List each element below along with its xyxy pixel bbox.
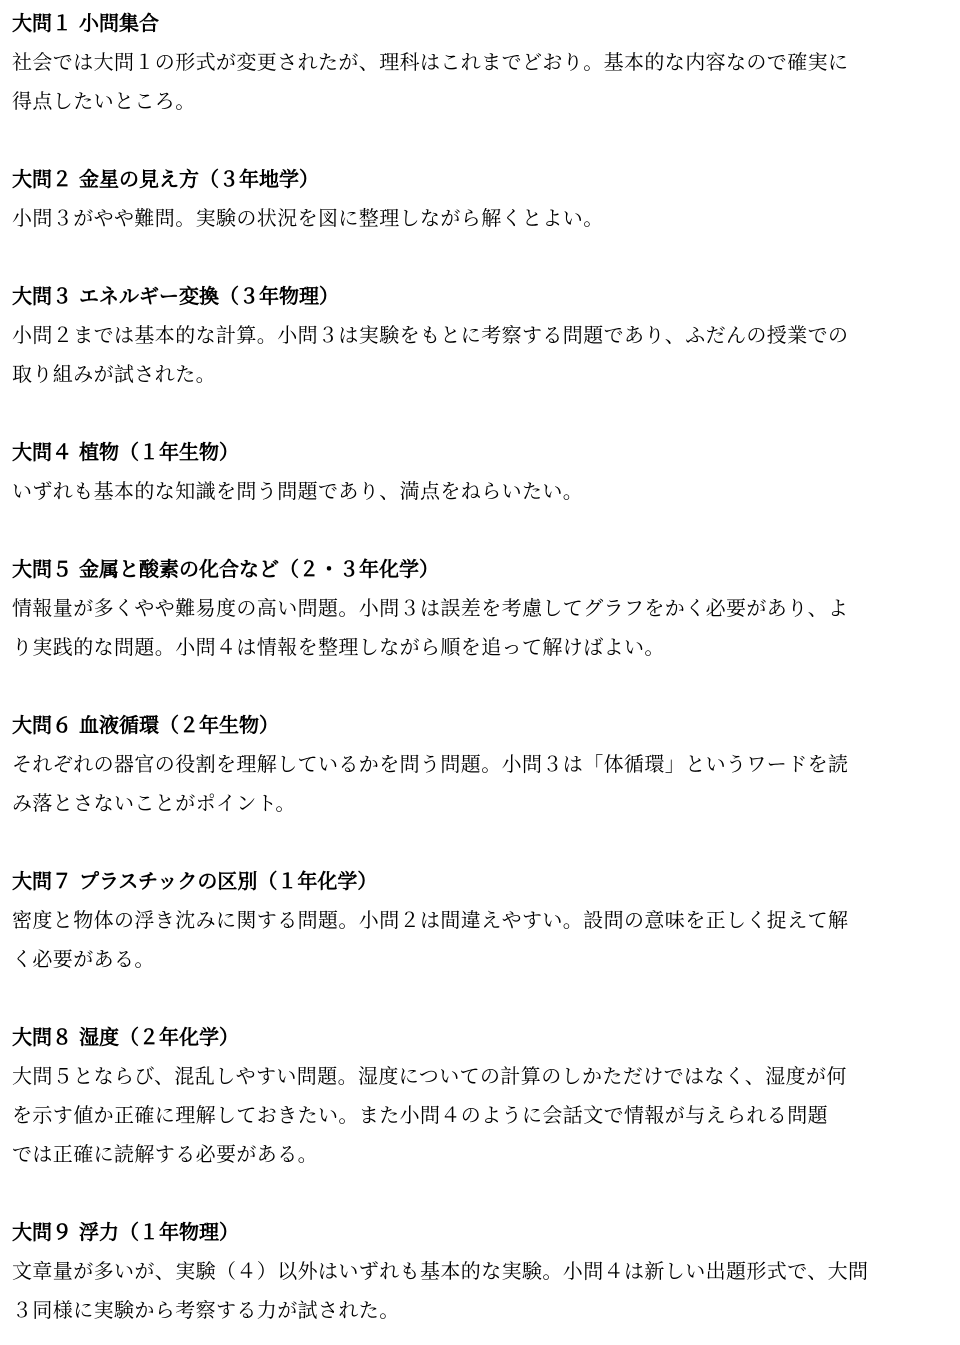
section-body (12, 472, 948, 511)
section-heading: 大問２ 金星の見え方（３年地学） (12, 167, 319, 191)
body-line: 小問２までは基本的な計算。小問３は実験をもとに考察する問題であり、ふだんの授業での (12, 323, 849, 347)
section-body (12, 901, 948, 979)
section-heading: 大問８ 湿度（２年化学） (12, 1025, 239, 1049)
body-line: いずれも基本的な知識を問う問題であり、満点をねらいたい。 (12, 479, 584, 503)
body-line: 小問３がやや難問。実験の状況を図に整理しながら解くとよい。 (12, 206, 604, 230)
section-9 (12, 1213, 948, 1330)
section-body (12, 199, 948, 238)
section-body (12, 745, 948, 823)
section-7 (12, 862, 948, 1018)
section-1 (12, 4, 948, 160)
section-body (12, 589, 948, 667)
body-line: み落とさないことがポイント。 (12, 791, 296, 815)
body-line: 得点したいところ。 (12, 89, 196, 113)
body-line: を示す値か正確に理解しておきたい。また小問４のように会話文で情報が与えられる問題 (12, 1103, 828, 1127)
section-body (12, 1057, 948, 1174)
section-body (12, 1252, 948, 1330)
section-heading: 大問５ 金属と酸素の化合など（２・３年化学） (12, 557, 439, 581)
document-body (12, 4, 948, 1330)
section-body (12, 316, 948, 394)
section-4 (12, 433, 948, 550)
body-line: では正確に読解する必要がある。 (12, 1142, 318, 1166)
body-line: ３同様に実験から考察する力が試された。 (12, 1298, 400, 1322)
section-3 (12, 277, 948, 433)
body-line: 大問５とならび、混乱しやすい問題。湿度についての計算のしかただけではなく、湿度が何 (12, 1064, 847, 1088)
body-line: 社会では大問１の形式が変更されたが、理科はこれまでどおり。基本的な内容なので確実に (12, 50, 849, 74)
body-line: それぞれの器官の役割を理解しているかを問う問題。小問３は「体循環」というワードを読 (12, 752, 849, 776)
section-heading: 大問６ 血液循環（２年生物） (12, 713, 279, 737)
section-body (12, 43, 948, 121)
body-line: 文章量が多いが、実験（４）以外はいずれも基本的な実験。小問４は新しい出題形式で、大問 (12, 1259, 869, 1283)
body-line: 密度と物体の浮き沈みに関する問題。小問２は間違えやすい。設問の意味を正しく捉えて解 (12, 908, 849, 932)
section-heading: 大問９ 浮力（１年物理） (12, 1220, 239, 1244)
body-line: 取り組みが試された。 (12, 362, 216, 386)
section-2 (12, 160, 948, 277)
body-line: 情報量が多くやや難易度の高い問題。小問３は誤差を考慮してグラフをかく必要があり、よ (12, 596, 849, 620)
section-heading: 大問７ プラスチックの区別（１年化学） (12, 869, 378, 893)
section-5 (12, 550, 948, 706)
body-line: く必要がある。 (12, 947, 155, 971)
section-8 (12, 1018, 948, 1213)
section-6 (12, 706, 948, 862)
section-heading: 大問３ エネルギー変換（３年物理） (12, 284, 339, 308)
body-line: り実践的な問題。小問４は情報を整理しながら順を追って解けばよい。 (12, 635, 665, 659)
section-heading: 大問４ 植物（１年生物） (12, 440, 239, 464)
section-heading: 大問１ 小問集合 (12, 11, 159, 35)
